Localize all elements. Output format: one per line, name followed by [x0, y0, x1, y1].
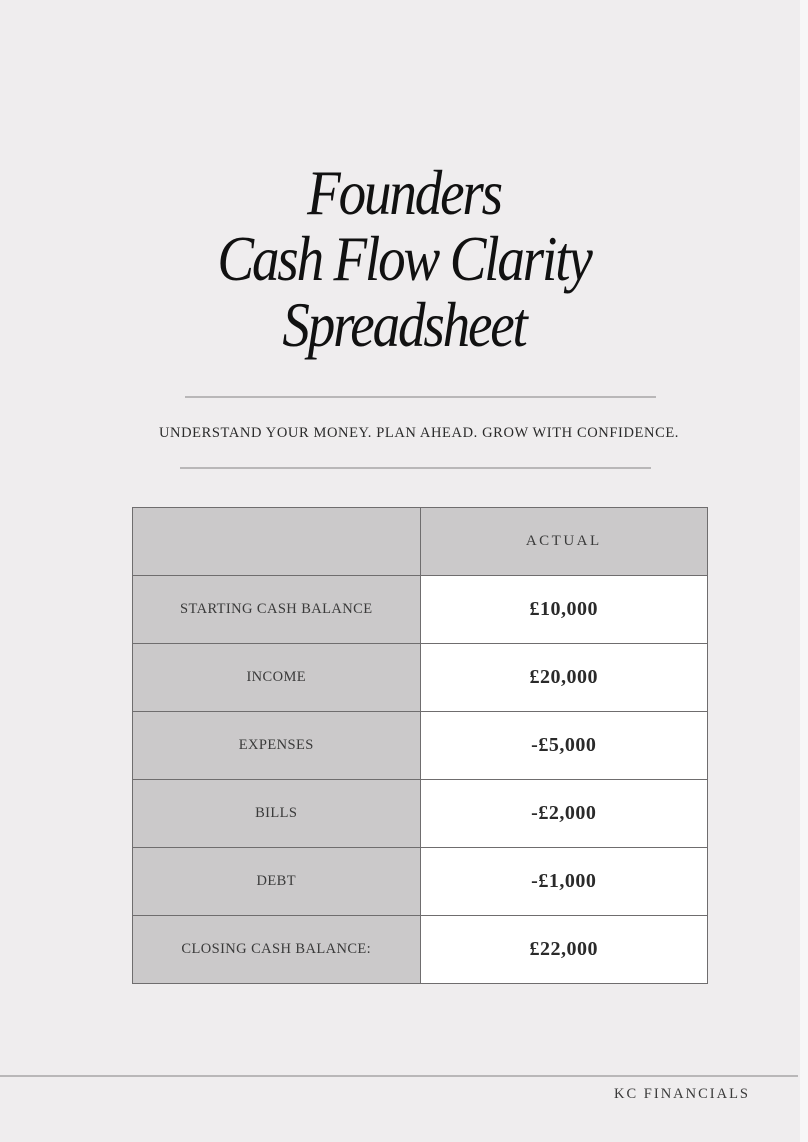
- divider-middle: [180, 467, 651, 469]
- table-row: [133, 644, 708, 712]
- row-value-income: £20,000: [420, 644, 708, 712]
- row-value-expenses: -£5,000: [420, 712, 708, 780]
- table-row: [133, 780, 708, 848]
- row-label-starting-cash-balance: STARTING CASH BALANCE: [133, 576, 421, 644]
- header-label-cell: [133, 508, 421, 576]
- cash-flow-table: [132, 507, 708, 984]
- table-row: [133, 576, 708, 644]
- page-title: [57, 157, 752, 360]
- table-row: [133, 712, 708, 780]
- footer-divider: [0, 1075, 798, 1077]
- row-label-closing-cash-balance: CLOSING CASH BALANCE:: [133, 916, 421, 984]
- tagline: UNDERSTAND YOUR MONEY. PLAN AHEAD. GROW WITH CONFIDENCE.: [158, 425, 680, 441]
- row-value-debt: -£1,000: [420, 848, 708, 916]
- table-row: [133, 916, 708, 984]
- page-edge: [800, 0, 808, 1142]
- title-line-3: Spreadsheet: [282, 289, 526, 360]
- row-label-expenses: EXPENSES: [133, 712, 421, 780]
- row-label-income: INCOME: [133, 644, 421, 712]
- row-value-bills: -£2,000: [420, 780, 708, 848]
- table-row: [133, 848, 708, 916]
- footer-brand: KC FINANCIALS: [614, 1086, 750, 1102]
- row-label-bills: BILLS: [133, 780, 421, 848]
- header-actual: ACTUAL: [420, 508, 708, 576]
- row-label-debt: DEBT: [133, 848, 421, 916]
- divider-top: [185, 396, 656, 398]
- title-line-1: Founders: [307, 157, 501, 228]
- title-line-2: Cash Flow Clarity: [217, 223, 591, 294]
- table-header-row: [133, 508, 708, 576]
- row-value-closing-cash-balance: £22,000: [420, 916, 708, 984]
- row-value-starting-cash-balance: £10,000: [420, 576, 708, 644]
